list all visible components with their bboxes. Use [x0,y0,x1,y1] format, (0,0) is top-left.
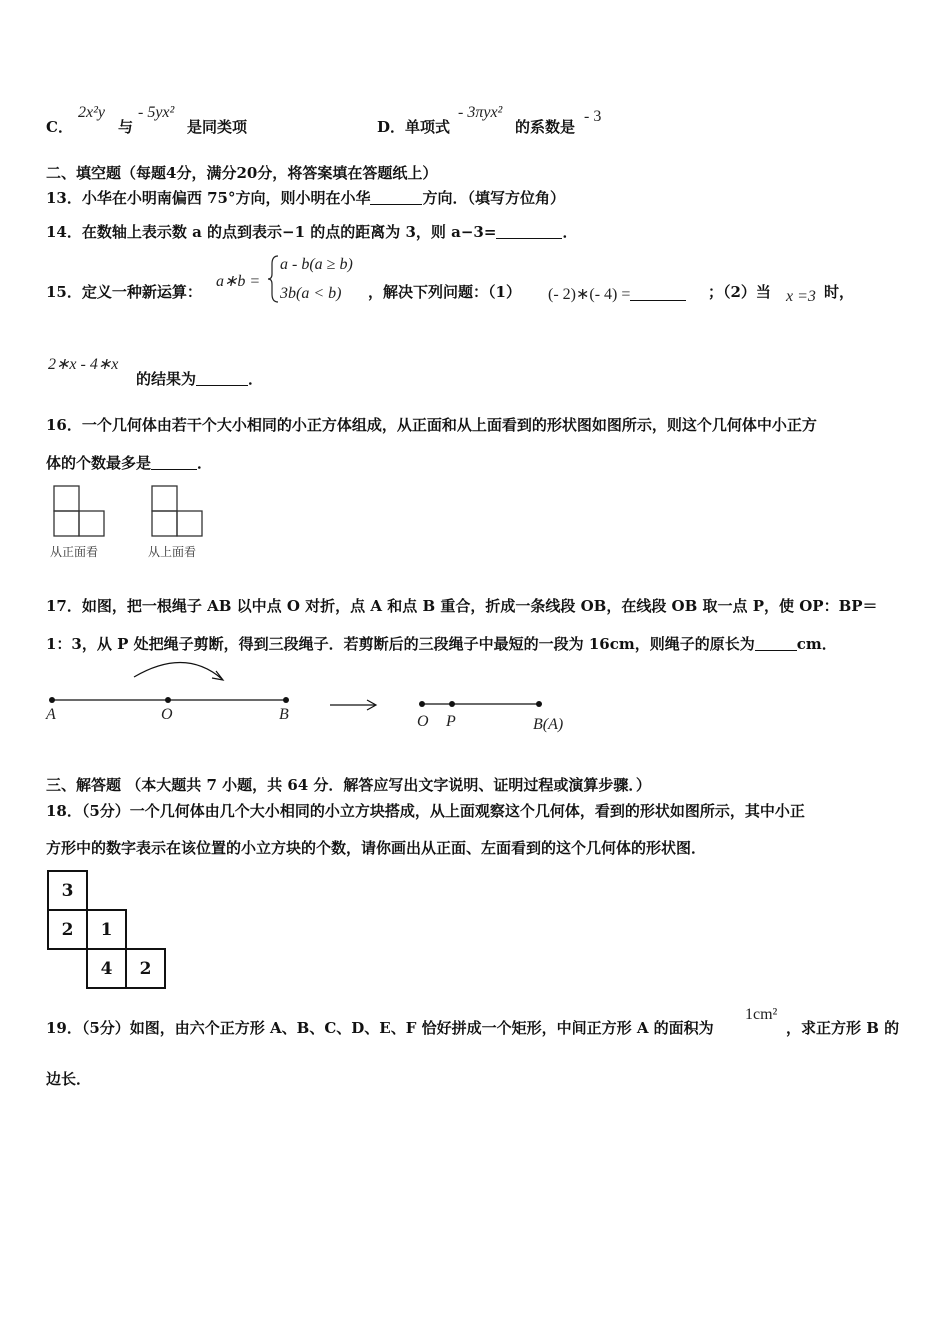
q17-label-b: B [279,706,289,723]
option-c-tail: 是同类项 [187,118,248,136]
q18-cell: 1 [87,910,126,949]
q13-text-after: 方向．（填写方位角） [422,189,565,207]
question-14 [46,221,577,242]
q18-cell: 3 [48,871,87,910]
q15-result [136,368,263,389]
q18-cell: 2 [126,949,165,988]
q15-end: ． [248,370,264,388]
q15-expr-2: 2∗x - 4∗x [48,356,119,373]
q18-line-2: 方形中的数字表示在该位置的小立方块的个数，请你画出从正面、左面看到的这个几何体的形状图． [46,839,707,857]
q16-answer-blank[interactable] [151,455,197,470]
q18-cell: 4 [87,949,126,988]
q15-def-lhs: a∗b = [216,273,261,290]
q15-part-1 [548,284,686,304]
q15-brace [268,254,280,304]
q19-line-1-before: 19．（5分）如图，由六个正方形 A、B、C、D、E、F 恰好拼成一个矩形，中间正方形 A 的面积为 [46,1019,714,1037]
option-d-tail: 的系数是 [515,118,576,136]
q18-cell-empty [126,910,165,949]
q15-semi: ；（2）当 [708,283,771,301]
q19-line-1-after: ，求正方形 B 的 [786,1019,900,1037]
q15-mid: ，解决下列问题：（1） [368,283,521,301]
q17-line-2 [46,633,837,654]
q18-line-1: 18．（5分）一个几何体由几个大小相同的小立方块搭成，从上面观察这个几何体，看到的形状如图所示，其中小正 [46,802,805,820]
q15-prefix: 15．定义一种新运算： [46,283,202,301]
q15-case-1: a - b(a ≥ b) [280,256,353,273]
q15-condition: x =3 [786,288,816,305]
q18-cell-empty [126,871,165,910]
q15-expr-1: (- 2)∗(- 4) = [548,286,631,303]
q17-line-1: 17．如图，把一根绳子 AB 以中点 O 对折，点 A 和点 B 重合，折成一条线段 OB，在线段 OB 取一点 P，使 OP：BP＝ [46,597,878,615]
q16-line-1: 16．一个几何体由若干个大小相同的小正方体组成，从正面和从上面看到的形状图如图所示，则这个几何体中小正方 [46,416,817,434]
q16-line-2-text: 体的个数最多是 [46,454,152,472]
q17-figure [40,655,580,735]
q15-result-label: 的结果为 [136,370,197,388]
q17-label-o: O [161,706,173,723]
q16-top-view-figure [150,484,210,540]
q18-grid [47,870,166,989]
q18-grid-row [48,949,165,988]
option-c-label: C． [46,118,73,136]
q14-answer-blank[interactable] [496,224,562,239]
q17-line-2-end: cm． [796,635,837,653]
option-c-expr2: - 5yx² [138,104,175,121]
q16-caption-top: 从上面看 [148,545,197,559]
option-c [46,116,73,137]
q15-answer-blank-2[interactable] [196,371,248,386]
q15-answer-blank-1[interactable] [630,286,686,301]
q18-grid-row [48,910,165,949]
q17-label-p: P [446,713,456,730]
section-2-title: 二、填空题（每题4分，满分20分，将答案填在答题纸上） [46,164,438,182]
q13-text-before: 13．小华在小明南偏西 75°方向，则小明在小华 [46,189,371,207]
q17-label-a: A [46,706,56,723]
section-3-title: 三、解答题 （本大题共 7 小题，共 64 分．解答应写出文字说明、证明过程或演算步骤．） [46,776,651,794]
q18-grid-row [48,871,165,910]
q16-caption-front: 从正面看 [50,545,99,559]
question-13 [46,187,565,208]
option-c-expr1: 2x²y [78,104,105,121]
q17-label-o2: O [417,713,429,730]
q18-cell-empty [87,871,126,910]
option-d-label: D．单项式 [377,118,451,136]
option-c-conj: 与 [118,118,134,136]
q18-cell: 2 [48,910,87,949]
q14-text-after: ． [562,223,578,241]
q15-when: 时， [824,283,855,301]
option-d-expr: - 3πyx² [458,104,503,121]
q16-front-view-figure [52,484,112,540]
q14-text-before: 14．在数轴上表示数 a 的点到表示−1 的点的距离为 3，则 a−3= [46,223,497,241]
q16-line-2 [46,452,212,473]
option-d-value: - 3 [584,108,602,125]
q18-cell-empty [48,949,87,988]
q17-answer-blank[interactable] [755,636,797,651]
q17-label-ba: B(A) [533,716,564,733]
q16-line-2-end: ． [197,454,213,472]
q19-line-2: 边长． [46,1070,92,1088]
q13-answer-blank[interactable] [370,190,422,205]
q19-area: 1cm² [745,1006,778,1023]
q17-line-2-text: 1：3，从 P 处把绳子剪断，得到三段绳子．若剪断后的三段绳子中最短的一段为 16cm，则绳子的原长为 [46,635,755,653]
q15-case-2: 3b(a < b) [280,285,342,302]
